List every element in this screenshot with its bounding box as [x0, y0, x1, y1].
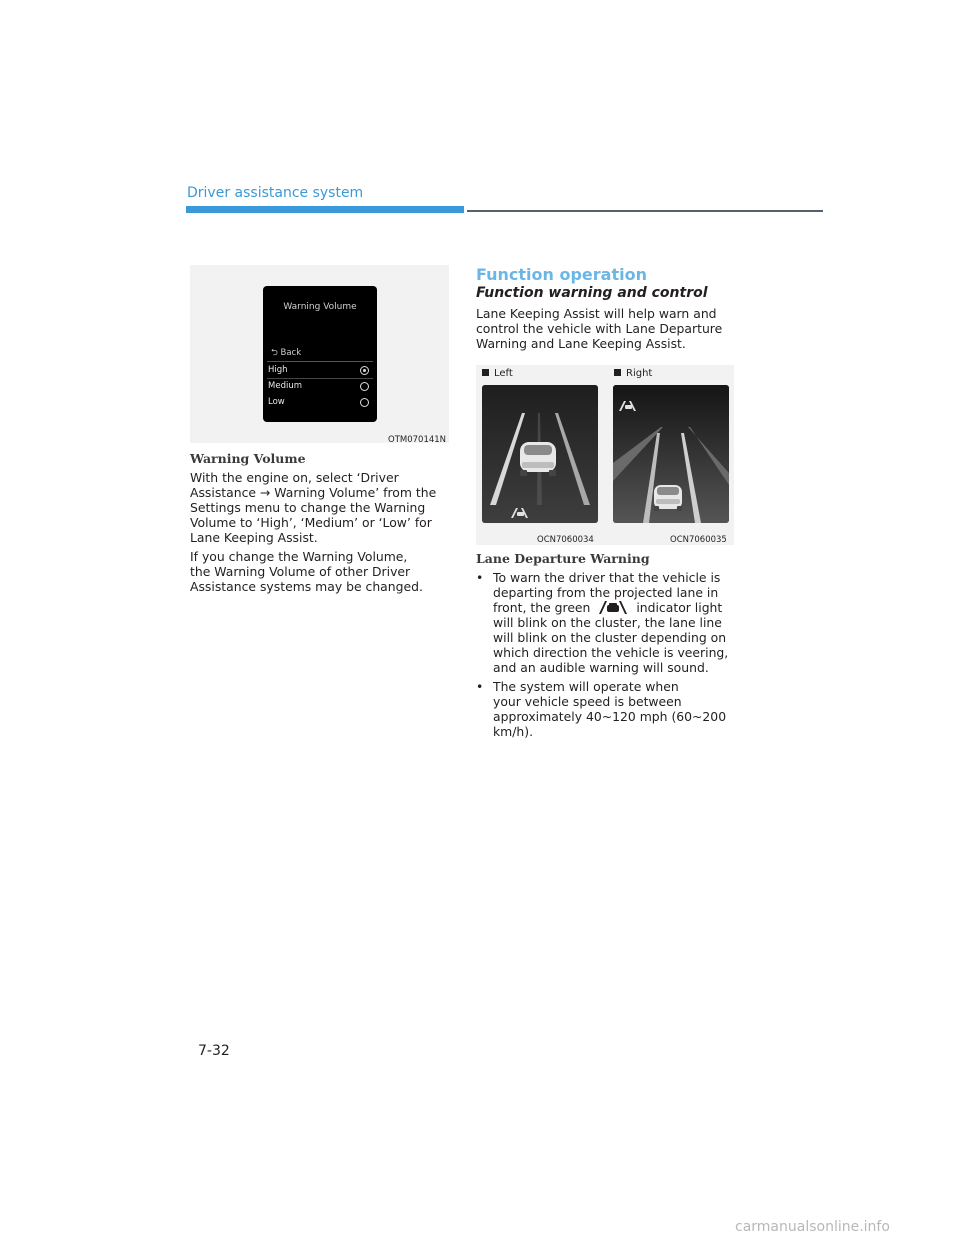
- page-number: 7-32: [198, 1043, 230, 1059]
- figure-warning-volume: [190, 265, 449, 443]
- text-line: The system will operate when: [493, 679, 679, 694]
- text-line: Volume to ‘High’, ‘Medium’ or ‘Low’ for: [190, 515, 432, 530]
- text-line: Assistance systems may be changed.: [190, 579, 423, 594]
- text-line: which direction the vehicle is veering,: [493, 645, 729, 660]
- heading-warning-volume: Warning Volume: [190, 451, 306, 466]
- bullet-icon: •: [476, 679, 484, 694]
- paragraph-warning-volume: [190, 470, 452, 545]
- label-text: Left: [494, 368, 513, 379]
- text-line: Assistance → Warning Volume’ from the: [190, 485, 437, 500]
- square-bullet-icon: [482, 369, 489, 376]
- text-fragment: indicator light: [636, 600, 723, 615]
- heading-function-operation: Function operation: [476, 265, 647, 284]
- text-line: will blink on the cluster, the lane line: [493, 615, 722, 630]
- car-icon: [654, 485, 682, 511]
- text-fragment: front, the green: [493, 600, 591, 615]
- text-line: With the engine on, select ‘Driver: [190, 470, 399, 485]
- figure-code: OTM070141N: [388, 435, 447, 445]
- watermark: carmanualsonline.info: [735, 1219, 890, 1235]
- radio-empty-icon: [360, 398, 369, 407]
- figure-code-left: OCN7060034: [537, 535, 594, 545]
- panel-label-right: [614, 368, 652, 379]
- back-item: [271, 347, 301, 361]
- text-line: and an audible warning will sound.: [493, 660, 709, 675]
- radio-selected-icon: [360, 366, 369, 375]
- text-line: Warning and Lane Keeping Assist.: [476, 336, 686, 351]
- heading-function-warning: Function warning and control: [476, 285, 708, 301]
- figure-code-right: OCN7060035: [670, 535, 727, 545]
- section-title: Driver assistance system: [187, 185, 364, 201]
- square-bullet-icon: [614, 369, 621, 376]
- text-line: approximately 40~120 mph (60~200: [493, 709, 727, 724]
- text-line: km/h).: [493, 724, 534, 739]
- cluster-screen: [263, 286, 377, 422]
- text-line: departing from the projected lane in: [493, 585, 719, 600]
- cluster-panel-right: [613, 385, 729, 523]
- text-line: To warn the driver that the vehicle is: [493, 570, 721, 585]
- text-line: Settings menu to change the Warning: [190, 500, 426, 515]
- back-arrow-icon: ⮌: [271, 348, 278, 358]
- lane-scene-right-illustration: [613, 385, 729, 523]
- panel-label-left: [482, 368, 513, 379]
- cluster-panel-left: [482, 385, 598, 523]
- bullet-item-warning: [476, 570, 738, 680]
- text-line: your vehicle speed is between: [493, 694, 682, 709]
- text-line: Lane Keeping Assist.: [190, 530, 318, 545]
- paragraph-intro: [476, 306, 738, 351]
- text-line: the Warning Volume of other Driver: [190, 564, 411, 579]
- text-line-with-icon: [493, 600, 733, 615]
- header-rule: [467, 210, 823, 212]
- text-line: control the vehicle with Lane Departure: [476, 321, 723, 336]
- bullet-icon: •: [476, 570, 484, 585]
- car-icon: [520, 442, 556, 476]
- lane-scene-left-illustration: [482, 385, 598, 523]
- divider: [267, 378, 373, 379]
- text-line: Lane Keeping Assist will help warn and: [476, 306, 717, 321]
- bullet-text: [493, 570, 733, 675]
- heading-lane-departure-warning: Lane Departure Warning: [476, 551, 650, 566]
- option-high: High: [268, 365, 288, 375]
- lane-keeping-indicator-icon: [596, 601, 630, 614]
- bullet-text: [493, 679, 733, 739]
- divider: [267, 361, 373, 362]
- text-line: If you change the Warning Volume,: [190, 549, 408, 564]
- figure-lane-departure: [476, 365, 734, 545]
- paragraph-volume-change: [190, 549, 452, 594]
- option-low: Low: [268, 397, 285, 407]
- label-text: Right: [626, 368, 653, 379]
- option-medium: Medium: [268, 381, 302, 391]
- screen-title: Warning Volume: [283, 302, 357, 312]
- radio-empty-icon: [360, 382, 369, 391]
- bullet-item-speed: [476, 679, 738, 743]
- header-accent-bar: [186, 206, 464, 213]
- back-label: Back: [280, 348, 302, 358]
- text-line: will blink on the cluster depending on: [493, 630, 727, 645]
